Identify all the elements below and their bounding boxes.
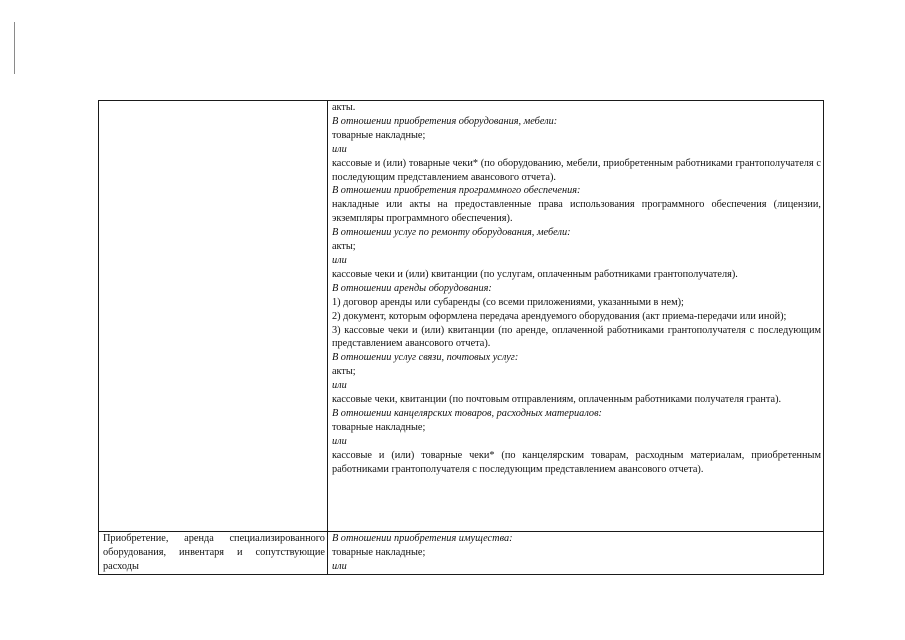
doc-line: накладные или акты на предоставленные права использования программного обеспечения (лицензии, экземпляры программного обеспечения).	[331, 199, 821, 225]
doc-line: 2) документ, которым оформлена передача арендуемого оборудования (акт приема-передачи или иной);	[331, 310, 787, 322]
section-heading: В отношении канцелярских товаров, расходных материалов:	[331, 407, 602, 419]
doc-line: кассовые чеки и (или) квитанции (по услугам, оплаченным работниками грантополучателя).	[331, 268, 738, 280]
supporting-documents-cell	[327, 532, 823, 575]
section-heading: В отношении услуг связи, почтовых услуг:	[331, 352, 519, 364]
supporting-documents-cell	[327, 101, 823, 532]
section-heading: В отношении приобретения оборудования, мебели:	[331, 115, 558, 127]
or-conjunction: или	[331, 560, 347, 572]
doc-line: 3) кассовые чеки и (или) квитанции (по аренде, оплаченной работниками грантополучателя с последующим представлением авансового отчета).	[331, 324, 821, 350]
doc-line: товарные накладные;	[331, 129, 426, 141]
table-row	[99, 532, 824, 575]
section-heading: В отношении приобретения имущества:	[331, 533, 513, 544]
doc-line: кассовые и (или) товарные чеки* (по оборудованию, мебели, приобретенным работниками грантополучателя с последующим представлением авансового отчета).	[331, 157, 821, 183]
doc-line: кассовые чеки, квитанции (по почтовым отправлениям, оплаченным работниками получателя гранта).	[331, 394, 782, 406]
doc-line: товарные накладные;	[331, 421, 426, 433]
doc-line: товарные накладные;	[331, 546, 426, 558]
or-conjunction: или	[331, 143, 347, 155]
or-conjunction: или	[331, 435, 347, 447]
doc-line: 1) договор аренды или субаренды (со всеми приложениями, указанными в нем);	[331, 296, 684, 308]
or-conjunction: или	[331, 380, 347, 392]
doc-line: кассовые и (или) товарные чеки* (по канцелярским товарам, расходным материалам, приобретенным работниками грантополучателя с последующим представлением авансового отчета).	[331, 449, 821, 475]
expense-category-cell	[99, 532, 328, 575]
section-heading: В отношении приобретения программного обеспечения:	[331, 185, 581, 197]
doc-line: акты;	[331, 366, 356, 378]
doc-line: акты;	[331, 241, 356, 253]
or-conjunction: или	[331, 254, 347, 266]
scan-edge-mark	[14, 22, 15, 74]
section-heading: В отношении аренды оборудования:	[331, 282, 492, 294]
section-heading: В отношении услуг по ремонту оборудования, мебели:	[331, 227, 571, 239]
expense-category-cell	[99, 101, 328, 532]
table-row	[99, 101, 824, 532]
doc-line: акты.	[331, 102, 356, 113]
expense-category-text: Приобретение, аренда специализированного оборудования, инвентаря и сопутствующие расходы	[103, 533, 325, 572]
documents-table	[98, 100, 824, 575]
